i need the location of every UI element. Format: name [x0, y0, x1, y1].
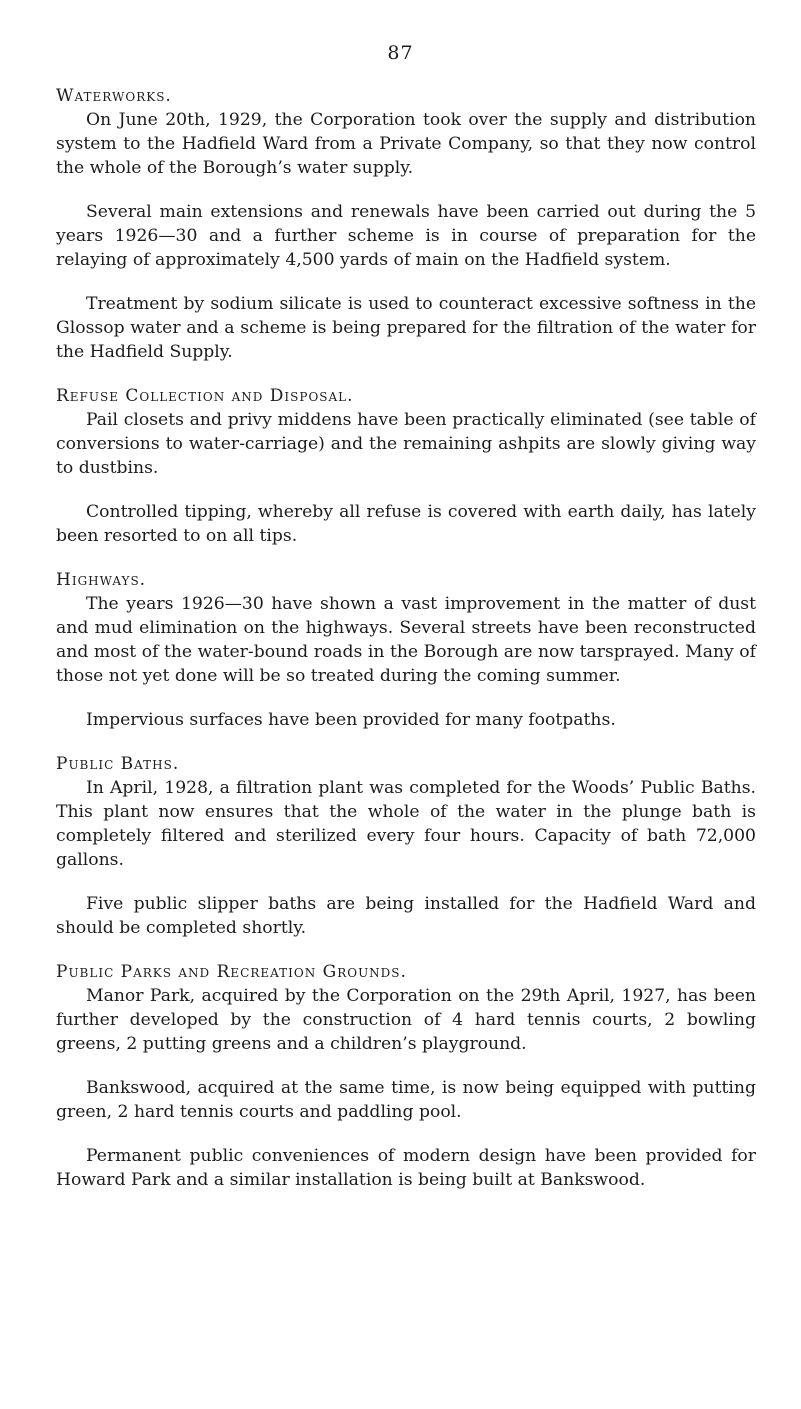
section-public-baths — [56, 752, 756, 940]
document-body — [56, 84, 756, 1192]
paragraph: Pail closets and privy middens have been practically eliminated (see table of conversions to water-carriage) and the remaining ashpits are slowly giving way to dustbins. — [56, 410, 756, 478]
section-waterworks — [56, 84, 756, 364]
section-public-parks — [56, 960, 756, 1192]
paragraph: Manor Park, acquired by the Corporation on the 29th April, 1927, has been further developed by the construction of 4 hard tennis courts, 2 bowling greens, 2 putting greens and a children’s playground. — [56, 986, 756, 1054]
paragraph: On June 20th, 1929, the Corporation took over the supply and distribution system to the Hadfield Ward from a Private Company, so that they now control the whole of the Borough’s water supply. — [56, 110, 756, 178]
section-highways — [56, 568, 756, 732]
section-heading: Refuse Collection and Disposal. — [56, 386, 354, 406]
paragraph: Five public slipper baths are being installed for the Hadfield Ward and should be completed shortly. — [56, 894, 756, 938]
section-heading: Highways. — [56, 570, 147, 590]
paragraph: Controlled tipping, whereby all refuse is covered with earth daily, has lately been resorted to on all tips. — [56, 502, 756, 546]
section-heading: Waterworks. — [56, 86, 172, 106]
paragraph: Impervious surfaces have been provided for many footpaths. — [86, 710, 616, 730]
page-number: 87 — [387, 42, 414, 64]
paragraph: Several main extensions and renewals have been carried out during the 5 years 1926—30 and a further scheme is in course of preparation for the relaying of approximately 4,500 yards of main on the Hadfield system. — [56, 202, 756, 270]
paragraph: Bankswood, acquired at the same time, is now being equipped with putting green, 2 hard tennis courts and paddling pool. — [56, 1078, 756, 1122]
paragraph: Permanent public conveniences of modern design have been provided for Howard Park and a similar installation is being built at Bankswood. — [56, 1146, 756, 1190]
section-refuse-collection — [56, 384, 756, 548]
section-heading: Public Baths. — [56, 754, 180, 774]
paragraph: In April, 1928, a filtration plant was completed for the Woods’ Public Baths. This plant now ensures that the whole of the water in the plunge bath is completely filtered and sterilized every four hours. Capacity of bath 72,000 gallons. — [56, 778, 756, 870]
paragraph: The years 1926—30 have shown a vast improvement in the matter of dust and mud elimination on the highways. Several streets have been reconstructed and most of the water-bound roads in the Borough are now tarsprayed. Many of those not yet done will be so treated during the coming summer. — [56, 594, 756, 686]
section-heading: Public Parks and Recreation Grounds. — [56, 962, 407, 982]
paragraph: Treatment by sodium silicate is used to counteract excessive softness in the Glossop water and a scheme is being prepared for the filtration of the water for the Hadfield Supply. — [56, 294, 756, 362]
